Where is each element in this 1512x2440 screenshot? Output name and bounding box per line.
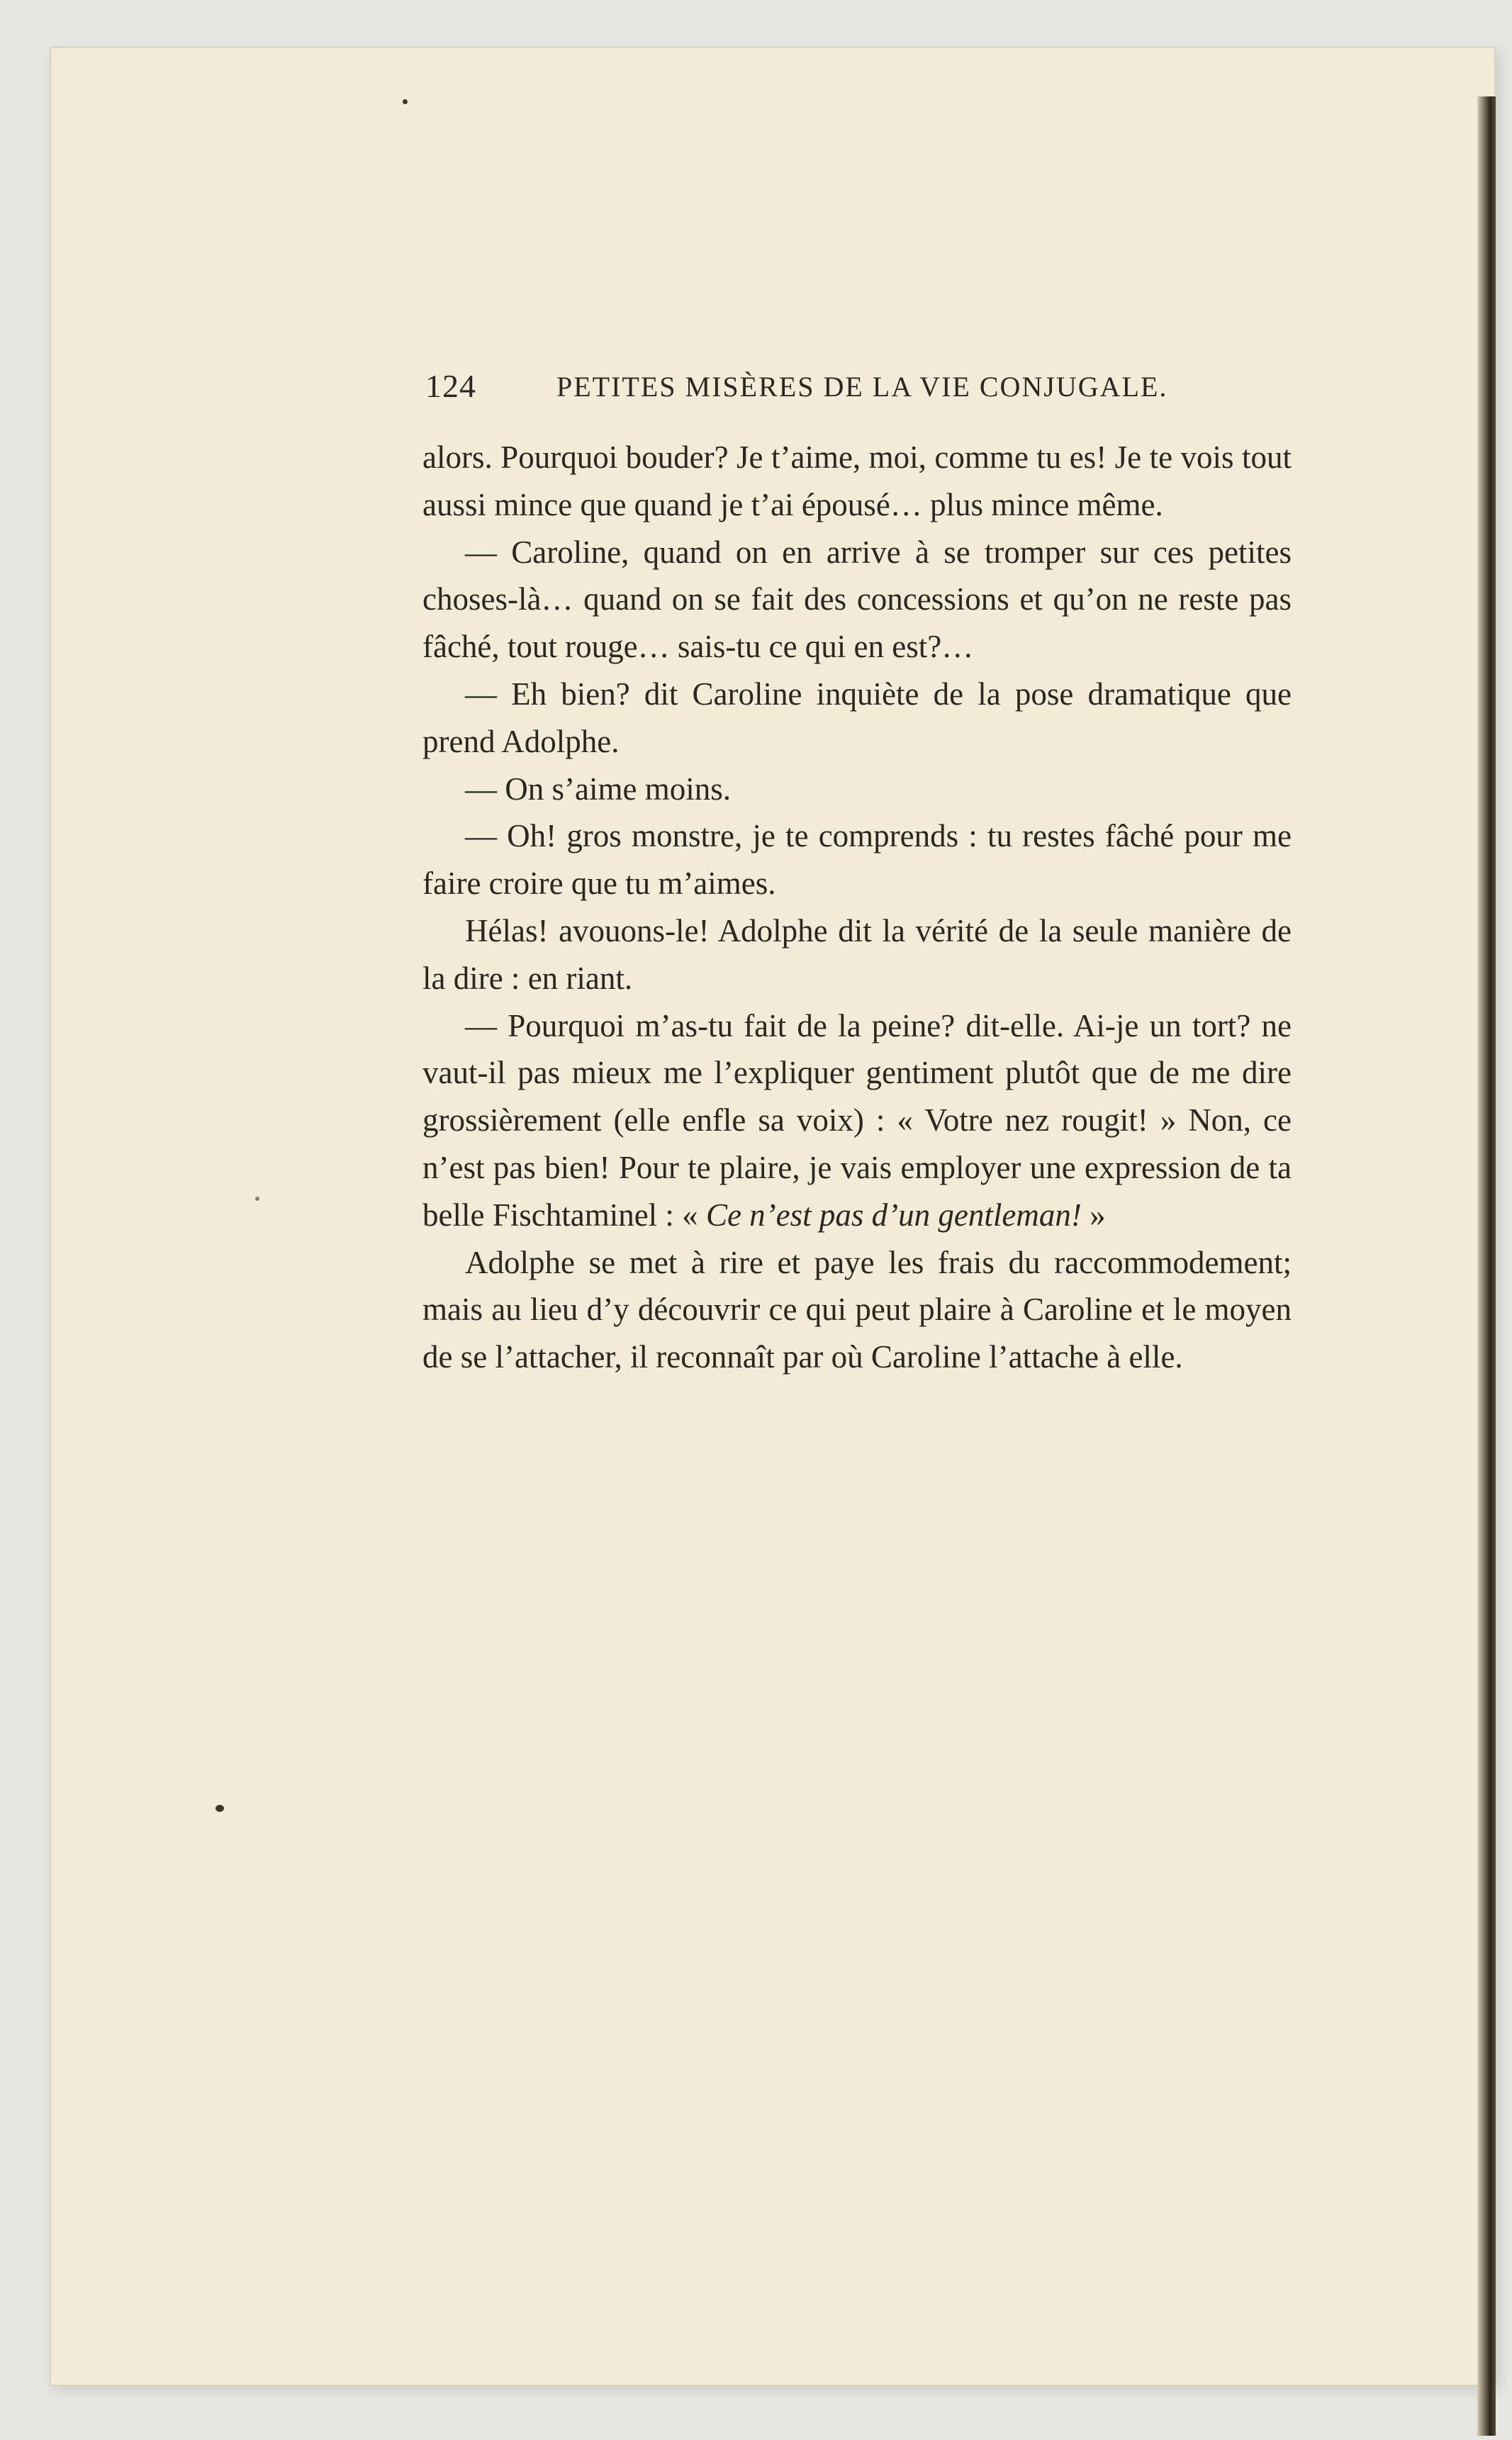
paragraph: — On s’aime moins.: [465, 771, 731, 807]
paragraph: [422, 1002, 1292, 1239]
ink-speck: [255, 1197, 259, 1201]
paragraph: — Caroline, quand on en arrive à se tromper sur ces petites choses-là… quand on se fait des concessions et qu’on ne reste pas fâché, tout rouge… sais-tu ce qui en est?…: [422, 534, 1292, 665]
paragraph: — Eh bien? dit Caroline inquiète de la pose dramatique que prend Adolphe.: [422, 676, 1292, 759]
paragraph-text: »: [1081, 1197, 1106, 1233]
ink-speck: [403, 99, 408, 104]
ink-speck: [215, 1805, 224, 1812]
running-title: PETITES MISÈRES DE LA VIE CONJUGALE.: [556, 371, 1168, 403]
paragraph: — Oh! gros monstre, je te comprends : tu restes fâché pour me faire croire que tu m’aimes.: [422, 818, 1292, 902]
italic-quote: Ce n’est pas d’un gentleman!: [705, 1197, 1082, 1233]
body-text: [422, 434, 1292, 1381]
page-header: [425, 367, 1297, 424]
paragraph: alors. Pourquoi bouder? Je t’aime, moi, comme tu es! Je te vois tout aussi mince que quand je t’ai épousé… plus mince même.: [422, 440, 1292, 522]
page-number: 124: [425, 368, 476, 404]
paragraph: Hélas! avouons-le! Adolphe dit la vérité de la seule manière de la dire : en riant.: [422, 912, 1292, 996]
paragraph: Adolphe se met à rire et paye les frais du raccommodement; mais au lieu d’y découvrir ce qui peut plaire à Caroline et le moyen de se l’attacher, il reconnaît par où Caroline l’attache à elle.: [422, 1244, 1292, 1375]
paragraph-text: — Pourquoi m’as-tu fait de la peine? dit-elle. Ai-je un tort? ne vaut-il pas mieux me l’expliquer gentiment plutôt que de me dire grossièrement (elle enfle sa voix) : « Votre nez rougit! » Non, ce n’est pas bien! Pour te plaire, je vais employer une expression de ta belle Fischtaminel : «: [422, 1007, 1292, 1233]
page-edge-shadow: [1477, 96, 1496, 2436]
